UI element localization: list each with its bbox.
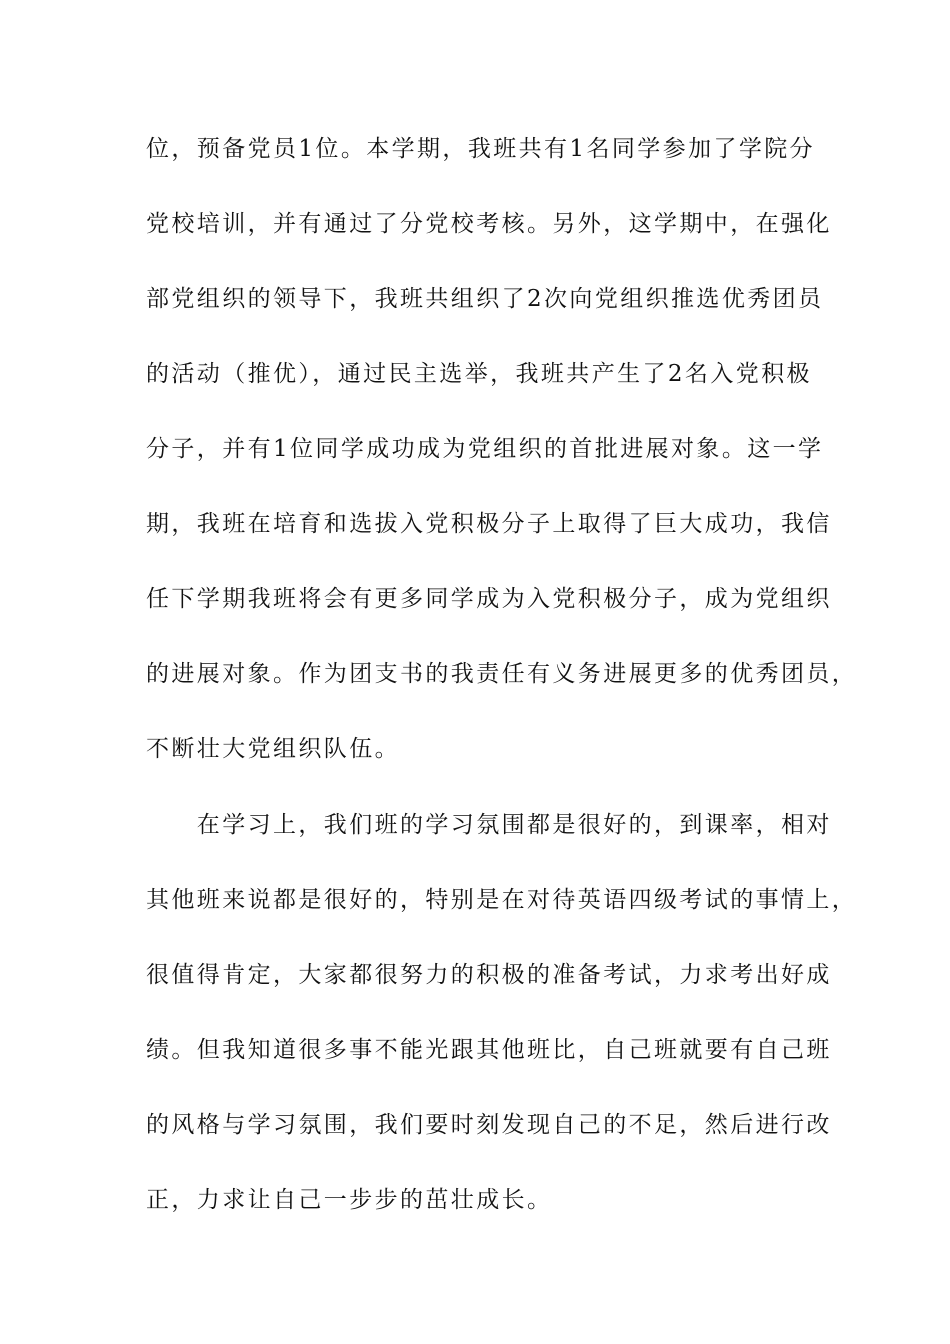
text-line: 期，我班在培育和选拔入党积极分子上取得了巨大成功，我信: [146, 511, 832, 537]
text-line: 的活动（推优），通过民主选举，我班共产生了2名入党积极: [146, 361, 812, 387]
text-line: 任下学期我班将会有更多同学成为入党积极分子，成为党组织: [146, 586, 832, 612]
paragraph-study: [146, 788, 858, 1238]
text-line: 位，预备党员1位。本学期，我班共有1名同学参加了学院分: [146, 136, 816, 162]
text-line: 其他班来说都是很好的，特别是在对待英语四级考试的事情上，: [146, 887, 858, 913]
text-line: 绩。但我知道很多事不能光跟其他班比，自己班就要有自己班: [146, 1037, 832, 1063]
text-line: 部党组织的领导下，我班共组织了2次向党组织推选优秀团员: [146, 286, 824, 312]
text-line: 党校培训，并有通过了分党校考核。另外，这学期中，在强化: [146, 211, 832, 237]
text-line: 不断壮大党组织队伍。: [146, 736, 400, 762]
text-line: 的风格与学习氛围，我们要时刻发现自己的不足，然后进行改: [146, 1112, 832, 1138]
text-line: 分子，并有1位同学成功成为党组织的首批进展对象。这一学: [146, 436, 824, 462]
text-line: 正，力求让自己一步步的茁壮成长。: [146, 1187, 553, 1213]
text-line: 在学习上，我们班的学习氛围都是很好的，到课率，相对: [146, 812, 832, 838]
text-line: 的进展对象。作为团支书的我责任有义务进展更多的优秀团员，: [146, 661, 858, 687]
paragraph-party-development: [146, 112, 858, 787]
text-line: 很值得肯定，大家都很努力的积极的准备考试，力求考出好成: [146, 962, 832, 988]
